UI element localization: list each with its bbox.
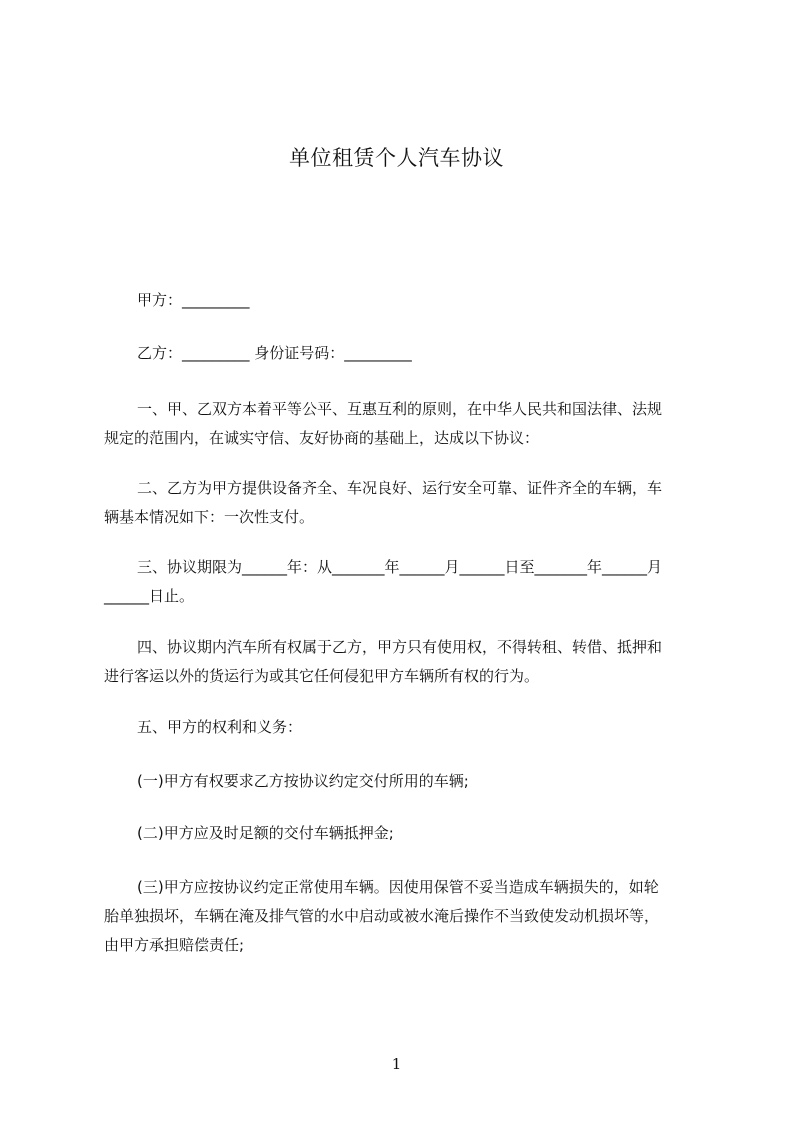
item-3-line-1: (三)甲方应按协议约定正常使用车辆。因使用保管不妥当造成车辆损失的，如轮	[137, 878, 659, 896]
clause-5-item-3	[104, 873, 704, 960]
clause-2-line-2: 辆基本情况如下：一次性支付。	[104, 508, 315, 526]
clause-3-line-1: 三、协议期限为______年：从_______年______月______日至_______年______月	[137, 558, 663, 576]
document-title: 单位租赁个人汽车协议	[289, 146, 504, 170]
item-3-line-3: 由甲方承担赔偿责任;	[104, 936, 245, 954]
clause-2-line-1: 二、乙方为甲方提供设备齐全、车况良好、运行安全可靠、证件齐全的车辆，车	[137, 479, 663, 497]
clause-3	[104, 553, 704, 611]
party-b-line: 乙方：_________ 身份证号码：_________	[137, 344, 412, 362]
clause-4-line-2: 进行客运以外的货运行为或其它任何侵犯甲方车辆所有权的行为。	[104, 667, 540, 685]
clause-1	[104, 395, 704, 453]
clause-4	[104, 633, 704, 691]
clause-1-line-1: 一、甲、乙双方本着平等公平、互惠互利的原则，在中华人民共和国法律、法规	[137, 400, 663, 418]
clause-1-line-2: 规定的范围内，在诚实守信、友好协商的基础上，达成以下协议：	[104, 429, 540, 447]
clause-2	[104, 474, 704, 532]
clause-4-line-1: 四、协议期内汽车所有权属于乙方，甲方只有使用权，不得转租、转借、抵押和	[137, 638, 663, 656]
clause-5-item-2: (二)甲方应及时足额的交付车辆抵押金;	[137, 824, 394, 842]
page-number: 1	[391, 1055, 402, 1073]
clause-5-heading: 五、甲方的权利和义务：	[137, 718, 303, 736]
clause-3-line-2: ______日止。	[104, 587, 195, 605]
item-3-line-2: 胎单独损坏，车辆在淹及排气管的水中启动或被水淹后操作不当致使发动机损坏等，	[104, 907, 660, 925]
party-a-line: 甲方：_________	[137, 291, 250, 309]
clause-5-item-1: (一)甲方有权要求乙方按协议约定交付所用的车辆;	[137, 772, 469, 790]
